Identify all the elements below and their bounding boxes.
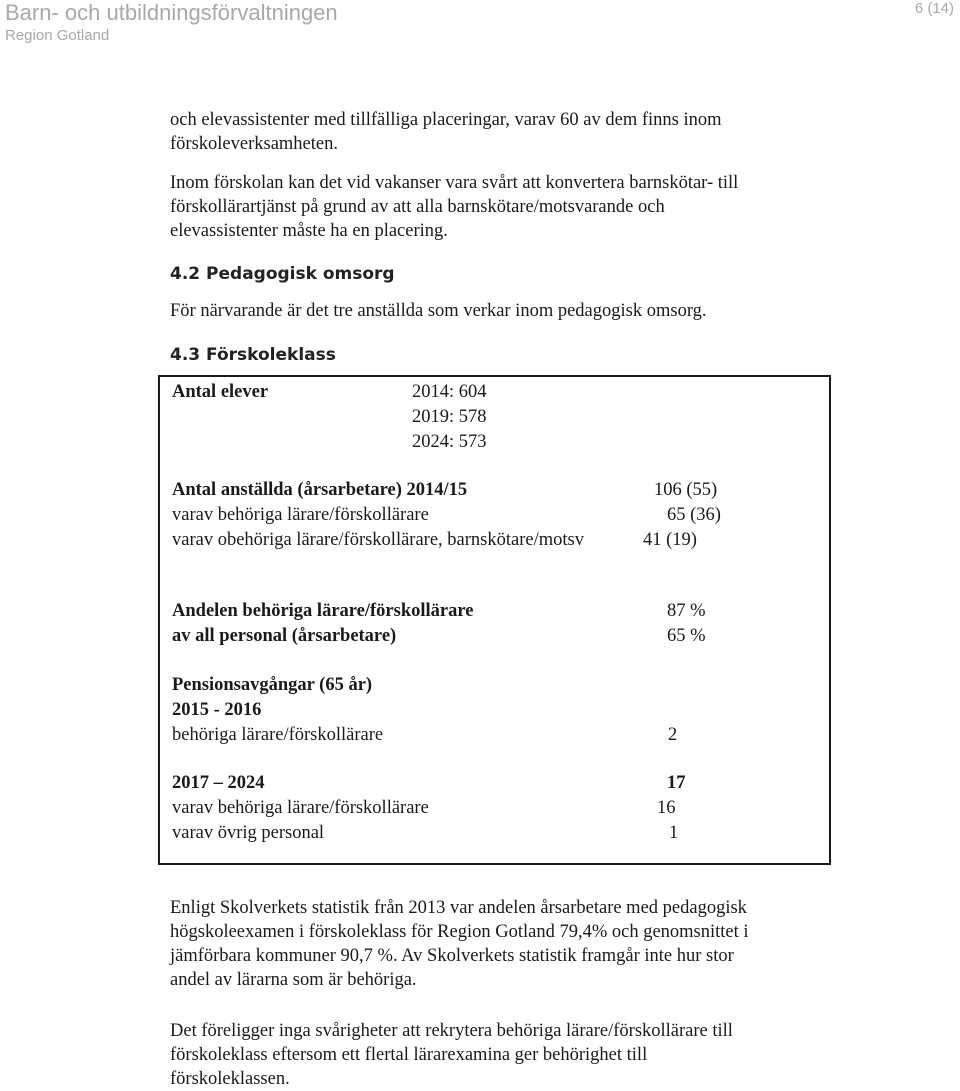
p2-ovrig-label: varav övrig personal [172,823,325,843]
intro-paragraph-2 [170,171,850,243]
p2-ovrig-value: 1 [669,823,679,843]
behoriga-label: varav behöriga lärare/förskollärare [172,505,429,525]
page-number: 6 (14) [914,0,954,17]
text-line: och elevassistenter med tillfälliga placeringar, varav 60 av dem finns inom [170,110,722,130]
text-line: förskoleklassen. [170,1069,290,1089]
andel-value: 87 % [667,601,706,621]
text-line: förskoleverksamheten. [170,134,338,154]
p1-behoriga-label: behöriga lärare/förskollärare [172,725,384,745]
p2-behoriga-label: varav behöriga lärare/förskollärare [172,798,429,818]
allpers-label: av all personal (årsarbetare) [172,626,397,646]
text-line: förskoleklass eftersom ett flertal lärarexamina ger behörighet till [170,1045,648,1065]
text-line: Inom förskolan kan det vid vakanser vara svårt att konvertera barnskötar- till [170,173,739,193]
outro-paragraph-2 [170,1019,850,1091]
fact-box [158,375,831,865]
anstallda-label: Antal anställda (årsarbetare) 2014/15 [172,480,468,500]
section-heading-4-2: 4.2 Pedagogisk omsorg [170,264,395,284]
elever-2014: 2014: 604 [412,382,487,402]
allpers-value: 65 % [667,626,706,646]
andel-label: Andelen behöriga lärare/förskollärare [172,601,474,621]
elever-label: Antal elever [172,382,269,402]
text-line: förskollärartjänst på grund av att alla barnskötare/motsvarande och [170,197,665,217]
text-line: jämförbara kommuner 90,7 %. Av Skolverkets statistik framgår inte hur stor [170,946,734,966]
anstallda-value: 106 (55) [654,480,718,500]
document-header-region: Region Gotland [5,27,110,44]
obehoriga-label: varav obehöriga lärare/förskollärare, barnskötare/motsv [172,530,584,550]
p2-behoriga-value: 16 [657,798,676,818]
text-line: Enligt Skolverkets statistik från 2013 var andelen årsarbetare med pedagogisk [170,898,747,918]
outro-paragraph-1 [170,896,850,992]
elever-2019: 2019: 578 [412,407,487,427]
pension-label: Pensionsavgångar (65 år) [172,675,373,695]
section-4-2-text: För närvarande är det tre anställda som verkar inom pedagogisk omsorg. [170,301,707,321]
behoriga-value: 65 (36) [667,505,721,525]
text-line: högskoleexamen i förskoleklass för Region Gotland 79,4% och genomsnittet i [170,922,749,942]
section-heading-4-3: 4.3 Förskoleklass [170,345,336,365]
obehoriga-value: 41 (19) [643,530,697,550]
document-header-org: Barn- och utbildningsförvaltningen [5,0,338,25]
text-line: andel av lärarna som är behöriga. [170,970,417,990]
intro-paragraph-1 [170,108,850,156]
period2-value: 17 [667,773,686,793]
p1-behoriga-value: 2 [668,725,678,745]
elever-2024: 2024: 573 [412,432,487,452]
period-2017-2024: 2017 – 2024 [172,773,265,793]
text-line: elevassistenter måste ha en placering. [170,221,448,241]
text-line: Det föreligger inga svårigheter att rekrytera behöriga lärare/förskollärare till [170,1021,733,1041]
period-2015-2016: 2015 - 2016 [172,700,262,720]
